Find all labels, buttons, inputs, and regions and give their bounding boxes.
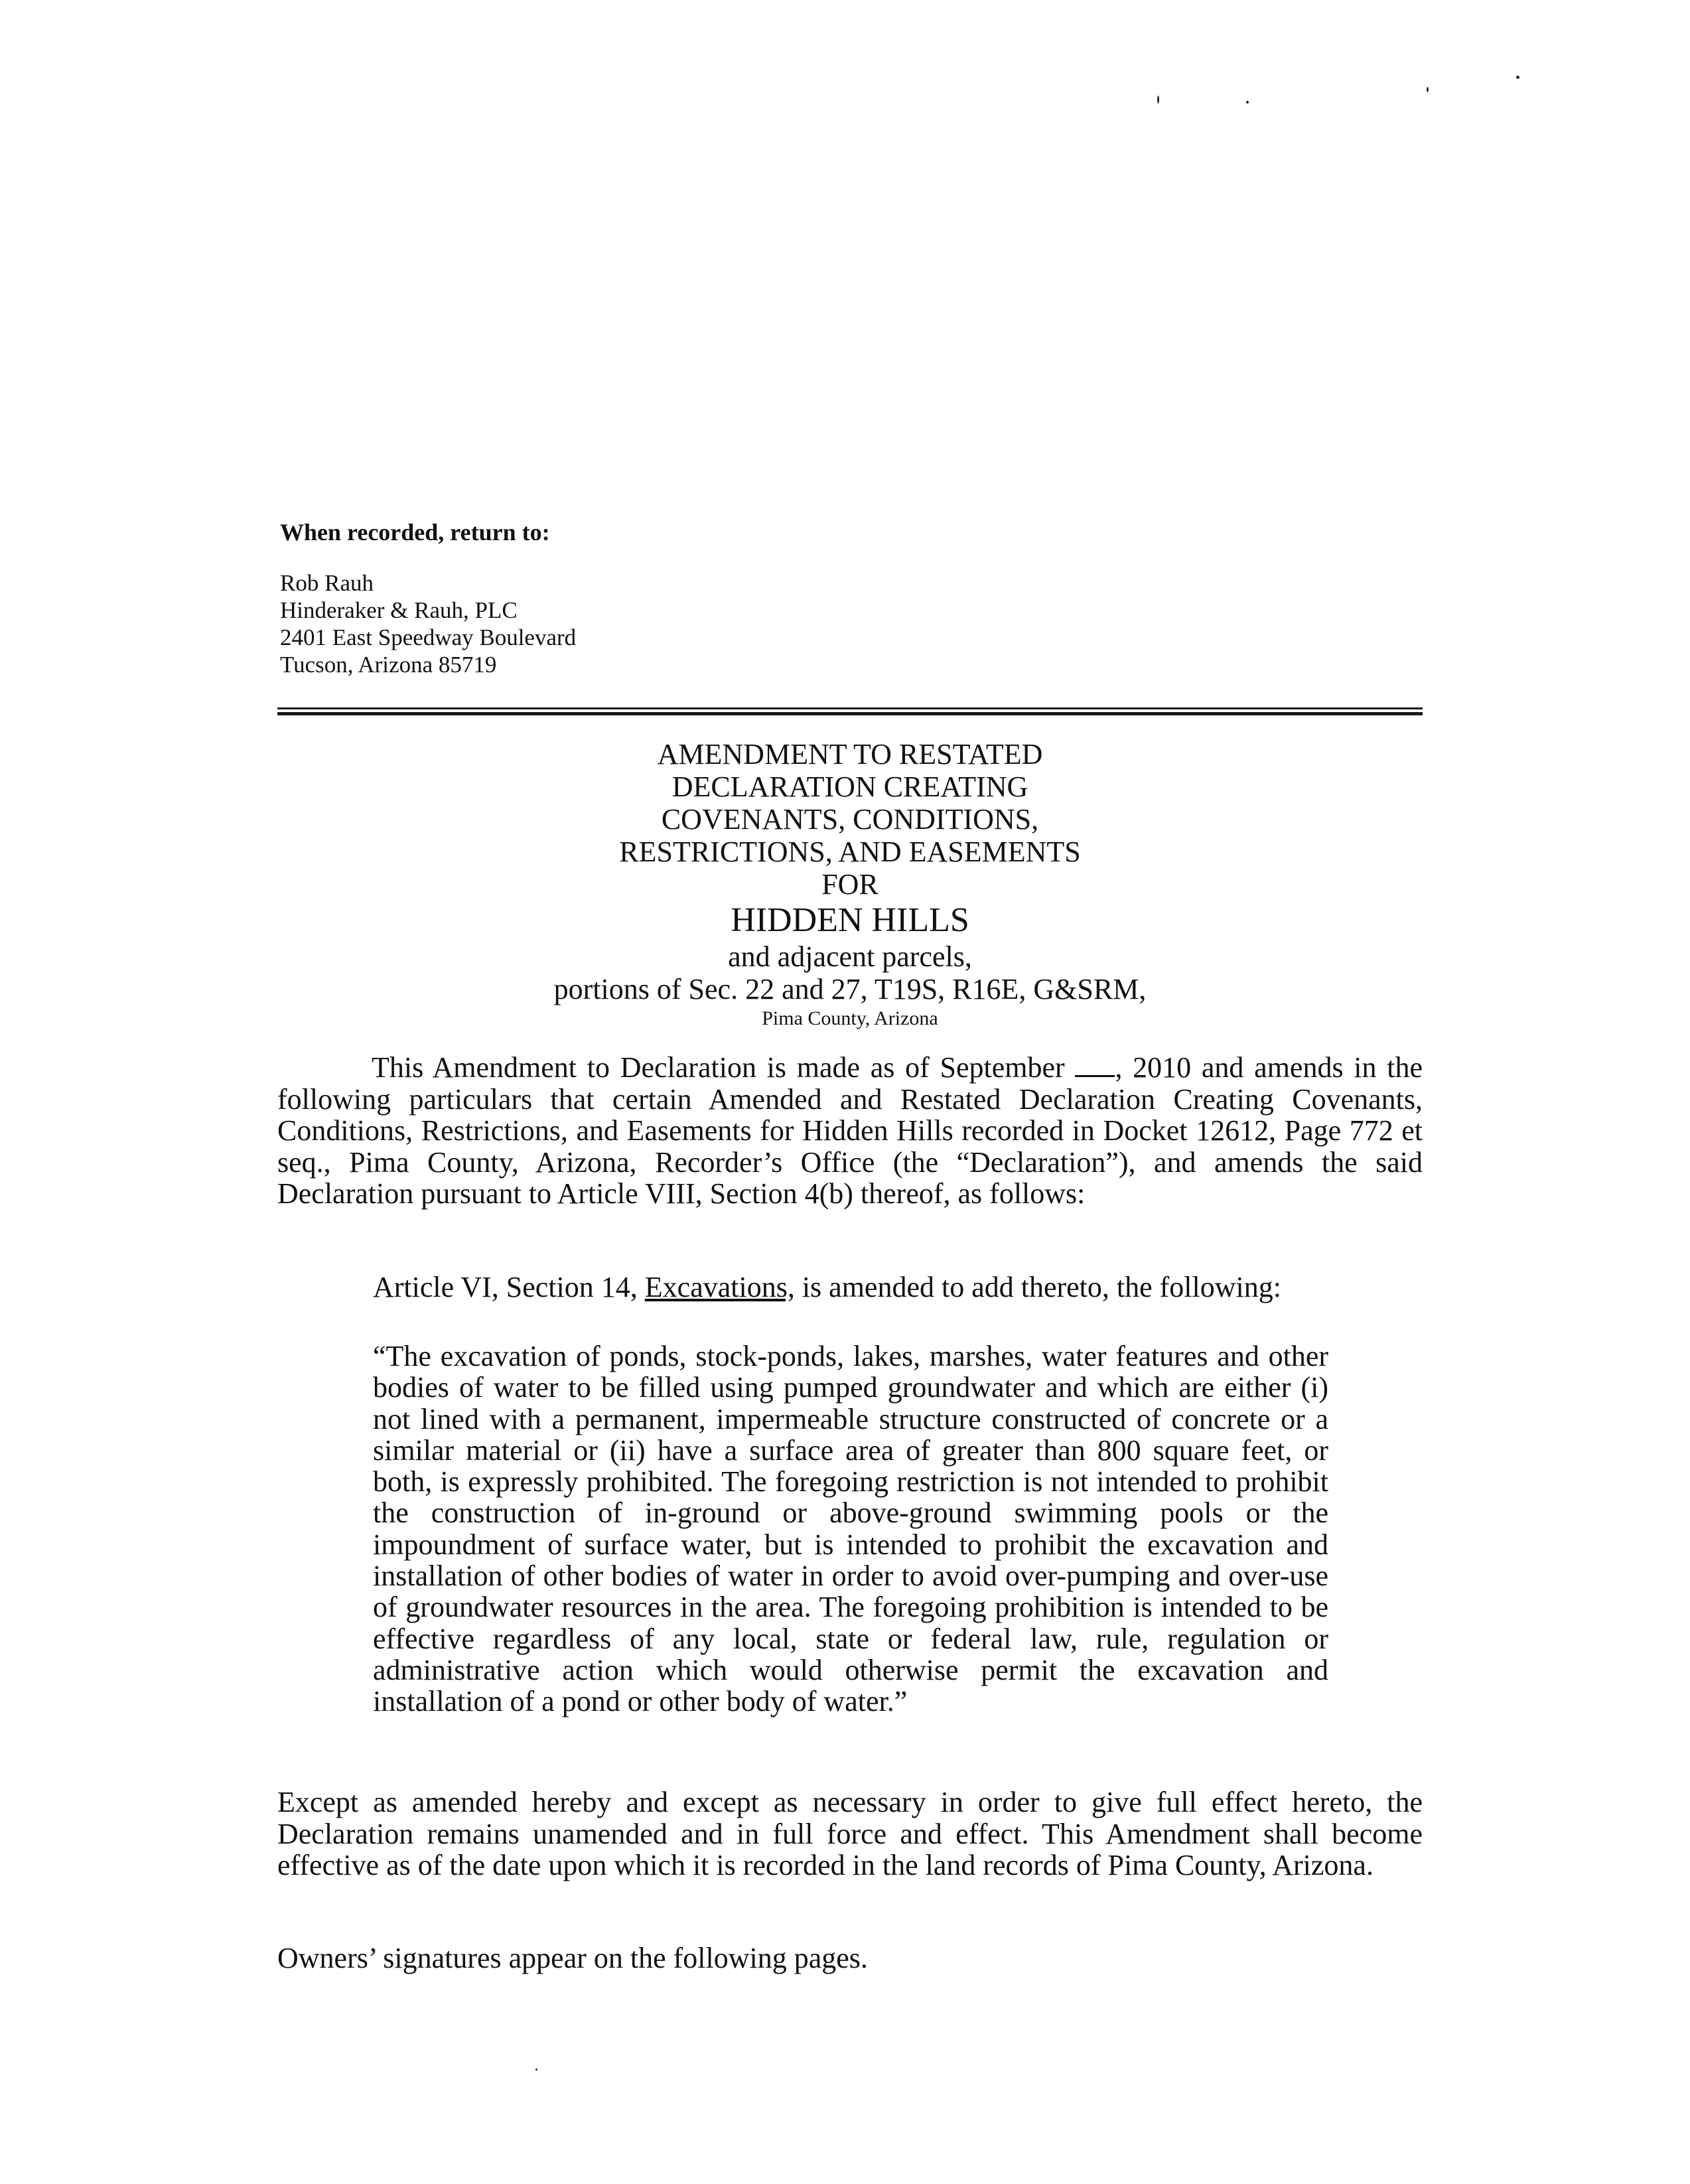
scan-speck [1157, 96, 1159, 104]
title-subline: and adjacent parcels, [728, 940, 972, 973]
title-subline: portions of Sec. 22 and 27, T19S, R16E, G&SRM, [553, 973, 1147, 1005]
title-line: COVENANTS, CONDITIONS, [661, 803, 1039, 836]
scan-speck [535, 2069, 537, 2071]
address-line: 2401 East Speedway Boulevard [280, 624, 577, 650]
intro-paragraph [277, 1051, 1423, 1210]
closing-paragraph: Except as amended hereby and except as necessary in order to give full effect hereto, the Declaration remains unamended and in full force and effect. This Amendment shall become effective as of the date upon which it is recorded in the land records of Pima County, Arizona. [277, 1786, 1423, 1881]
scan-speck [1246, 101, 1249, 104]
intro-text-start: This Amendment to Declaration is made as of September [372, 1051, 1076, 1084]
signatures-note: Owners’ signatures appear on the following pages. [277, 1942, 868, 1974]
intro-text-rest: , 2010 and amends in the following particulars that certain Amended and Restated Declaration Creating Covenants, Conditions, Restrictions, and Easements for Hidden Hills recorded in Docket 12612, Page 772 et seq., Pima County, Arizona, Recorder’s Office (the “Declaration”), and amends the said Declaration pursuant to Article VIII, Section 4(b) thereof, as follows: [277, 1051, 1423, 1210]
divider-line [277, 712, 1423, 715]
address-line: Hinderaker & Rauh, PLC [280, 597, 518, 623]
article-prefix: Article VI, Section 14, [373, 1271, 645, 1303]
address-line: Tucson, Arizona 85719 [280, 652, 497, 678]
article-reference [373, 1272, 1281, 1303]
title-line: FOR [821, 868, 879, 901]
amendment-quote: “The excavation of ponds, stock-ponds, lakes, marshes, water features and other bodies of water to be filled using pumped groundwater and which are either (i) not lined with a permanent, impermeable structure constructed of concrete or a similar material or (ii) have a surface area of greater than 800 square feet, or both, is expressly prohibited. The foregoing restriction is not intended to prohibit the construction of in-ground or above-ground swimming pools or the impoundment of surface water, but is intended to prohibit the excavation and installation of other bodies of water in order to avoid over-pumping and over-use of groundwater resources in the area. The foregoing prohibition is intended to be effective regardless of any local, state or federal law, rule, regulation or administrative action which would otherwise permit the excavation and installation of a pond or other body of water.” [373, 1340, 1328, 1718]
title-county: Pima County, Arizona [762, 1007, 938, 1029]
return-to-heading: When recorded, return to: [280, 519, 550, 546]
title-line: RESTRICTIONS, AND EASEMENTS [619, 836, 1081, 868]
date-blank [1075, 1051, 1115, 1077]
document-title [277, 738, 1423, 1032]
article-section-title: Excavations, [644, 1271, 795, 1303]
title-line: AMENDMENT TO RESTATED [657, 738, 1043, 770]
address-line: Rob Rauh [280, 570, 374, 596]
scan-speck [1427, 87, 1429, 92]
return-to-block [280, 518, 877, 678]
article-suffix: is amended to add thereto, the following: [794, 1271, 1281, 1303]
scan-speck [1516, 76, 1519, 79]
header-divider [277, 707, 1423, 715]
divider-line [277, 707, 1423, 709]
title-line: DECLARATION CREATING [671, 770, 1028, 803]
title-subdivision-name: HIDDEN HILLS [731, 901, 969, 939]
